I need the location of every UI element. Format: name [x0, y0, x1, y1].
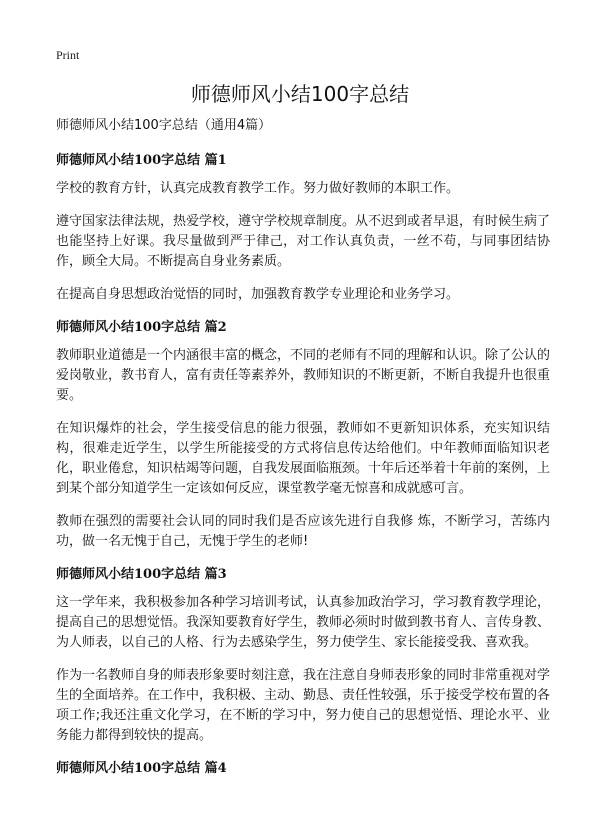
- section-1-paragraph: 学校的教育方针，认真完成教育教学工作。努力做好教师的本职工作。: [56, 181, 460, 196]
- section-2-paragraph: 教师职业道德是一个内涵很丰富的概念，不同的老师有不同的理解和认识。除了公认的爱岗敬业，教书育人，富有责任等素养外，教师知识的不断更新，不断自我提升也很重要。: [56, 348, 551, 403]
- section-1-paragraph: 在提高自身思想政治觉悟的同时，加强教育教学专业理论和业务学习。: [56, 287, 460, 302]
- page-title: 师德师风小结100字总结: [190, 82, 410, 106]
- section-heading-2: 师德师风小结100字总结 篇2: [56, 320, 227, 335]
- section-heading-1: 师德师风小结100字总结 篇1: [56, 153, 227, 168]
- section-heading-4: 师德师风小结100字总结 篇4: [56, 761, 227, 776]
- article-subtitle: 师德师风小结100字总结（通用4篇）: [56, 118, 272, 133]
- section-3-paragraph: 这一学年来，我积极参加各种学习培训考试，认真参加政治学习，学习教育教学理论，提高自己的思想觉悟。我深知要教育好学生，教师必须时时做到教书育人、言传身教、为人师表，以自己的人格、行为去感染学生，努力使学生、家长能接受我、喜欢我。: [56, 595, 551, 650]
- section-2-paragraph: 在知识爆炸的社会，学生接受信息的能力很强，教师如不更新知识体系，充实知识结构，很难走近学生，以学生所能接受的方式将信息传达给他们。中年教师面临知识老化，职业倦怠，知识枯竭等问题，自我发展面临瓶颈。十年后还举着十年前的案例，上到某个部分知道学生一定该如何反应，课堂教学毫无惊喜和成就感可言。: [56, 421, 551, 496]
- section-heading-3: 师德师风小结100字总结 篇3: [56, 567, 227, 582]
- article-body: [56, 116, 550, 787]
- section-3-paragraph: 作为一名教师自身的师表形象要时刻注意，我在注意自身师表形象的同时非常重视对学生的全面培养。在工作中，我积极、主动、勤恳、责任性较强，乐于接受学校布置的各项工作;我还注重文化学习，在不断的学习中，努力使自己的思想觉悟、理论水平、业务能力都得到较快的提高。: [56, 668, 551, 743]
- print-link[interactable]: Print: [56, 48, 80, 62]
- section-2-paragraph: 教师在强烈的需要社会认同的同时我们是否应该先进行自我修 炼，不断学习，苦练内功，做一名无愧于自己，无愧于学生的老师!: [56, 514, 550, 549]
- section-1-paragraph: 遵守国家法律法规，热爱学校，遵守学校规章制度。从不迟到或者早退，有时候生病了也能坚持上好课。我尽量做到严于律己，对工作认真负责，一丝不苟，与同事团结协作，顾全大局。不断提高自身业务素质。: [56, 214, 551, 269]
